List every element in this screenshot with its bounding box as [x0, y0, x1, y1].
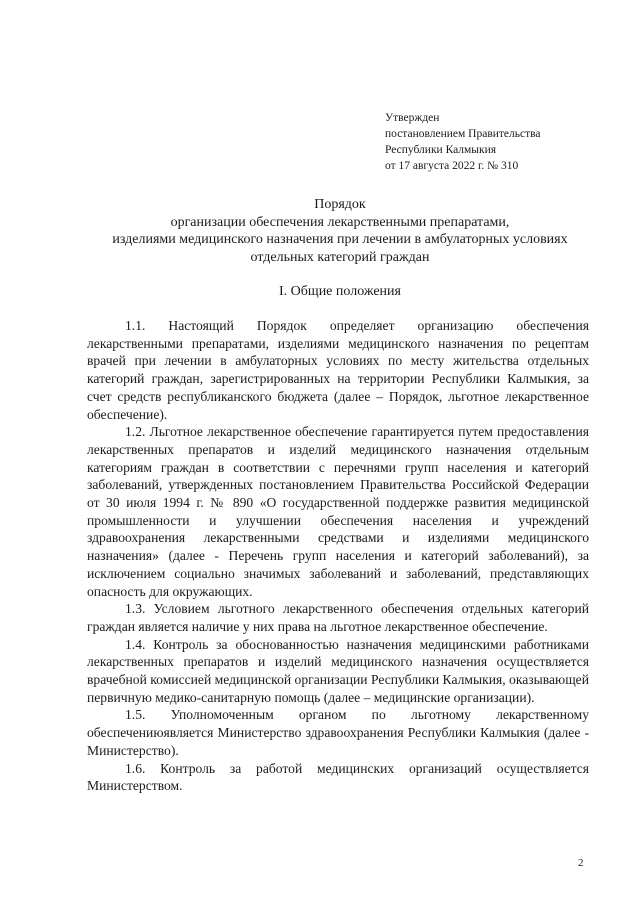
title-line: Порядок: [314, 197, 366, 212]
paragraph-1-2: 1.2. Льготное лекарственное обеспечение гарантируется путем предоставления лекарственных препаратов и изделий медицинского назначения отдельным категориям граждан в соответствии с перечнями групп населения и категорий заболеваний, утвержденных постановлением Правительства Российской Федерации от 30 июля 1994 г. № 890 «О государственной поддержке развития медицинской промышленности и улучшении обеспечения населения и учреждений здравоохранения лекарственными средствами и изделиями медицинского назначения» (далее - Перечень групп населения и категорий заболеваний), за исключением социально значимых заболеваний и заболеваний, представляющих опасность для окружающих.: [87, 424, 589, 599]
paragraph-1-1: 1.1. Настоящий Порядок определяет организацию обеспечения лекарственными препаратами, изделиями медицинского назначения по рецептам врачей при лечении в амбулаторных условиях по месту жительства отдельных категорий граждан, зарегистрированных на территории Республики Калмыкия, за счет средств республиканского бюджета (далее – Порядок, льготное лекарственное обеспечение).: [87, 318, 589, 422]
document-title: [60, 196, 620, 266]
paragraph-1-4: 1.4. Контроль за обоснованностью назначения медицинскими работниками лекарственных препаратов и изделий медицинского назначения осуществляется врачебной комиссией медицинской организации Республики Калмыкия, оказывающей первичную медико-санитарную помощь (далее – медицинские организации).: [87, 636, 589, 705]
paragraph-1-6: 1.6. Контроль за работой медицинских организаций осуществляется Министерством.: [87, 760, 589, 794]
approval-line: от 17 августа 2022 г. № 310: [385, 160, 519, 172]
approval-block: [385, 110, 541, 174]
title-line: отдельных категорий граждан: [250, 249, 430, 265]
page-number: 2: [578, 857, 584, 869]
section-heading: I. Общие положения: [279, 284, 401, 299]
approval-line: Утвержден: [385, 112, 440, 124]
paragraph-1-3: 1.3. Условием льготного лекарственного обеспечения отдельных категорий граждан является наличие у них права на льготное лекарственное обеспечение.: [87, 601, 589, 634]
approval-line: постановлением Правительства: [385, 128, 541, 140]
title-line: изделиями медицинского назначения при лечении в амбулаторных условиях: [112, 232, 568, 247]
approval-line: Республики Калмыкия: [385, 144, 497, 156]
paragraph-1-5: 1.5. Уполномоченным органом по льготному лекарственному обеспечениюявляется Министерство здравоохранения Республики Калмыкия (далее - Министерство).: [87, 707, 589, 758]
title-line: организации обеспечения лекарственными препаратами,: [170, 214, 510, 230]
document-body: [87, 317, 589, 795]
